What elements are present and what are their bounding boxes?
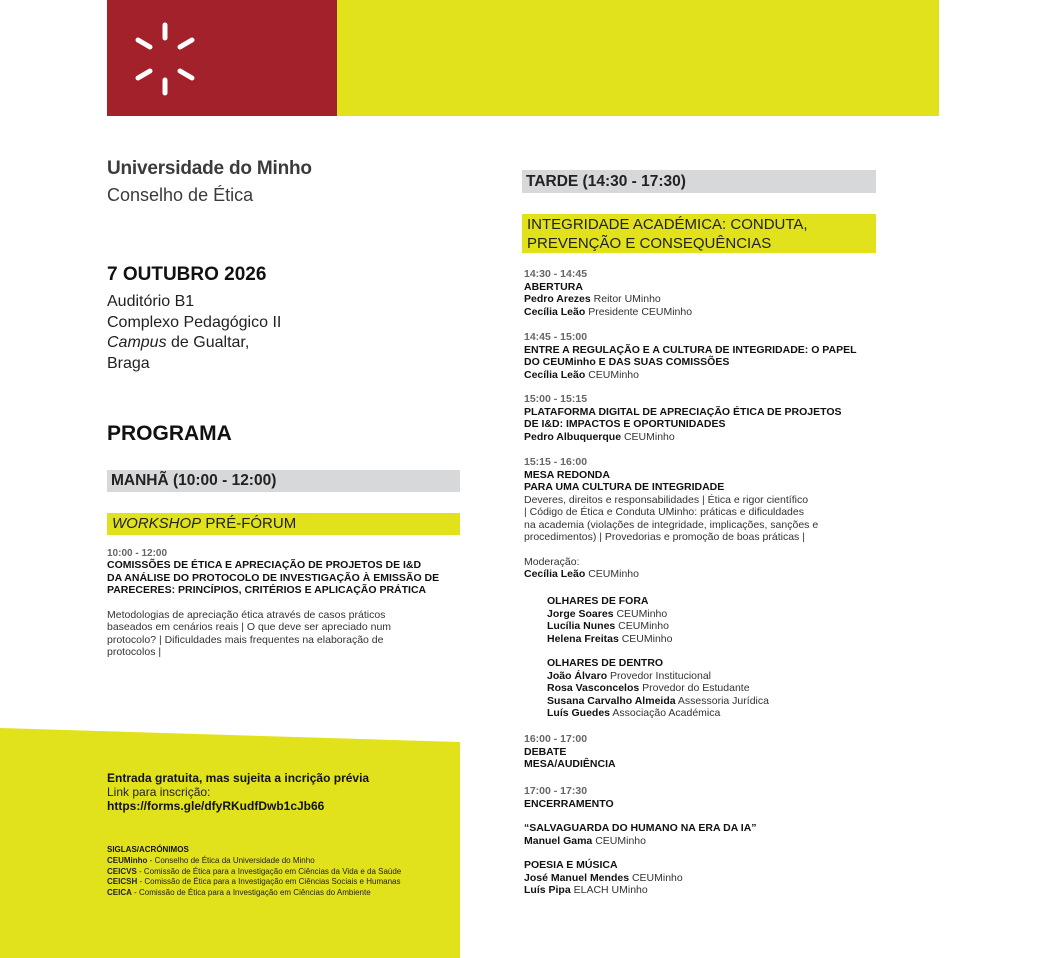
morning-session bbox=[107, 548, 439, 659]
speaker-role: CEUMinho bbox=[615, 620, 669, 632]
institution-subtitle: Conselho de Ética bbox=[107, 185, 254, 205]
morning-desc-line: baseados em cenários reais | O que deve ser apreciado num bbox=[107, 621, 392, 633]
session-title: DO CEUMinho E DAS SUAS COMISSÕES bbox=[524, 356, 730, 368]
speaker bbox=[524, 369, 857, 382]
venue-campus-rest: de Gualtar, bbox=[166, 334, 250, 351]
morning-time: 10:00 - 12:00 bbox=[107, 548, 168, 559]
panelist bbox=[547, 682, 769, 695]
registration-info bbox=[107, 771, 369, 813]
uminho-logo-icon bbox=[107, 0, 337, 116]
acronym-abbr: CEICA bbox=[107, 887, 132, 897]
speaker-role: CEUMinho bbox=[592, 834, 646, 847]
panel-title: OLHARES DE FORA bbox=[547, 595, 649, 607]
speaker-role: CEUMinho bbox=[618, 632, 673, 645]
registration-panel bbox=[0, 728, 460, 958]
session-closing bbox=[524, 785, 757, 897]
session-title: MESA/AUDIÊNCIA bbox=[524, 758, 616, 770]
acronyms-block bbox=[107, 845, 401, 898]
closing-quote: “SALVAGUARDA DO HUMANO NA ERA DA IA” bbox=[524, 822, 757, 834]
session-desc-line: Deveres, direitos e responsabilidades | Ética e rigor científico bbox=[524, 493, 809, 506]
acronym-item bbox=[107, 888, 401, 899]
afternoon-theme-header bbox=[522, 214, 876, 253]
speaker-name: Lucília Nunes bbox=[547, 620, 616, 632]
acronym-desc: - Comissão de Ética para a Investigação em Ciências da Vida e da Saúde bbox=[136, 866, 402, 876]
panel-outside bbox=[547, 595, 672, 645]
panelist bbox=[547, 670, 769, 683]
session-time: 15:15 - 16:00 bbox=[524, 456, 588, 468]
speaker-name: Helena Freitas bbox=[547, 632, 619, 645]
acronym-item bbox=[107, 867, 401, 878]
performer bbox=[524, 872, 757, 885]
speaker-name: Manuel Gama bbox=[524, 834, 593, 847]
morning-title bbox=[107, 559, 439, 597]
session-title: ENTRE A REGULAÇÃO E A CULTURA DE INTEGRIDADE: O PAPEL bbox=[524, 343, 857, 356]
session-title: ABERTURA bbox=[524, 280, 583, 293]
venue-line-4: Braga bbox=[107, 354, 150, 372]
speaker-name: Pedro Arezes bbox=[524, 293, 591, 305]
morning-desc-line: protocolo? | Dificuldades mais frequentes na elaboração de bbox=[107, 633, 384, 646]
speaker-name: Luís Guedes bbox=[547, 707, 611, 719]
speaker-role: CEUMinho bbox=[585, 568, 639, 580]
workshop-header bbox=[107, 513, 460, 535]
session-title: ENCERRAMENTO bbox=[524, 797, 614, 810]
session-title: MESA REDONDA bbox=[524, 468, 610, 481]
event-venue bbox=[107, 292, 281, 374]
institution-name: Universidade do Minho bbox=[107, 158, 312, 179]
morning-section-header: MANHÃ (10:00 - 12:00) bbox=[107, 470, 460, 492]
acronym-item bbox=[107, 856, 401, 867]
speaker-role: Assessoria Jurídica bbox=[675, 694, 769, 707]
speaker-name: João Álvaro bbox=[547, 669, 608, 682]
session-title: DE I&D: IMPACTOS E OPORTUNIDADES bbox=[524, 418, 726, 430]
speaker-role: Provedor do Estudante bbox=[639, 682, 750, 694]
acronym-desc: - Comissão de Ética para a Investigação em Ciências Sociais e Humanas bbox=[137, 877, 401, 886]
acronyms-title: SIGLAS/ACRÓNIMOS bbox=[107, 845, 189, 854]
speaker-role: ELACH UMinho bbox=[570, 884, 648, 896]
speaker-role: CEUMinho bbox=[585, 368, 639, 381]
moderation-label: Moderação: bbox=[524, 555, 580, 568]
panelist bbox=[547, 620, 672, 633]
panelist bbox=[547, 695, 769, 708]
session-title: DEBATE bbox=[524, 745, 567, 758]
session-time: 16:00 - 17:00 bbox=[524, 733, 588, 745]
venue-line-2: Complexo Pedagógico II bbox=[107, 313, 282, 331]
poetry-title: POESIA E MÚSICA bbox=[524, 859, 618, 871]
acronym-item bbox=[107, 877, 401, 888]
speaker-role: CEUMinho bbox=[621, 430, 675, 443]
speaker-role: CEUMinho bbox=[613, 607, 668, 620]
speaker-name: Jorge Soares bbox=[547, 607, 614, 620]
moderator bbox=[524, 568, 818, 581]
speaker-role: Reitor UMinho bbox=[590, 293, 661, 305]
session-desc-line: na academia (violações de integridade, implicações, sanções e bbox=[524, 518, 819, 531]
afternoon-section-header: TARDE (14:30 - 17:30) bbox=[522, 170, 876, 193]
header-yellow-band bbox=[337, 0, 939, 116]
morning-title-line: COMISSÕES DE ÉTICA E APRECIAÇÃO DE PROJETOS DE I&D bbox=[107, 559, 422, 571]
session-time: 14:30 - 14:45 bbox=[524, 268, 588, 280]
speaker-name: Rosa Vasconcelos bbox=[547, 682, 640, 694]
speaker bbox=[524, 306, 692, 319]
acronym-desc: - Comissão de Ética para a Investigação em Ciências do Ambiente bbox=[131, 887, 371, 897]
event-date: 7 OUTUBRO 2026 bbox=[107, 264, 267, 285]
speaker-name: Cecília Leão bbox=[524, 568, 586, 580]
acronym-desc: - Conselho de Ética da Universidade do Minho bbox=[147, 856, 315, 865]
session-time: 15:00 - 15:15 bbox=[524, 393, 588, 405]
panel-inside bbox=[547, 657, 769, 720]
session-regulation bbox=[524, 331, 857, 381]
session-time: 14:45 - 15:00 bbox=[524, 331, 588, 343]
registration-link-label: Link para inscrição: bbox=[107, 785, 211, 799]
workshop-italic: WORKSHOP bbox=[112, 515, 202, 532]
speaker-role: Associação Académica bbox=[610, 707, 721, 719]
session-platform bbox=[524, 393, 842, 443]
session-desc-line: | Código de Ética e Conduta UMinho: práticas e dificuldades bbox=[524, 506, 804, 518]
morning-desc-line: protocolos | bbox=[107, 646, 162, 658]
acronym-abbr: CEICSH bbox=[107, 877, 138, 886]
theme-line-1: INTEGRIDADE ACADÉMICA: CONDUTA, bbox=[527, 216, 808, 233]
speaker-role: Provedor Institucional bbox=[607, 669, 711, 682]
speaker-name: Luís Pipa bbox=[524, 884, 571, 896]
programa-title: PROGRAMA bbox=[107, 422, 232, 445]
session-debate bbox=[524, 733, 616, 771]
panel-title: OLHARES DE DENTRO bbox=[547, 657, 664, 669]
session-opening bbox=[524, 268, 692, 318]
speaker-name: Cecília Leão bbox=[524, 368, 586, 381]
venue-line-3 bbox=[107, 333, 281, 354]
morning-title-line: PARECERES: PRINCÍPIOS, CRITÉRIOS E APLICAÇÃO PRÁTICA bbox=[107, 584, 427, 596]
morning-title-line: DA ANÁLISE DO PROTOCOLO DE INVESTIGAÇÃO À EMISSÃO DE bbox=[107, 571, 440, 584]
workshop-rest: PRÉ-FÓRUM bbox=[201, 515, 297, 532]
acronym-abbr: CEICVS bbox=[107, 866, 137, 876]
session-desc-line: procedimentos) | Provedorias e promoção de boas práticas | bbox=[524, 531, 805, 543]
session-title: PLATAFORMA DIGITAL DE APRECIAÇÃO ÉTICA DE PROJETOS bbox=[524, 405, 842, 418]
speaker bbox=[524, 835, 757, 848]
speaker-name: José Manuel Mendes bbox=[524, 871, 630, 884]
acronym-abbr: CEUMinho bbox=[107, 856, 148, 865]
session-title: PARA UMA CULTURA DE INTEGRIDADE bbox=[524, 481, 725, 493]
session-time: 17:00 - 17:30 bbox=[524, 785, 588, 797]
session-round-table bbox=[524, 456, 818, 581]
speaker bbox=[524, 293, 692, 306]
speaker-name: Susana Carvalho Almeida bbox=[547, 694, 676, 707]
logo-panel bbox=[107, 0, 337, 116]
speaker-name: Cecília Leão bbox=[524, 305, 586, 318]
panelist bbox=[547, 633, 672, 646]
panelist bbox=[547, 707, 769, 720]
panelist bbox=[547, 608, 672, 621]
speaker-name: Pedro Albuquerque bbox=[524, 430, 622, 443]
morning-desc-line: Metodologias de apreciação ética através de casos práticos bbox=[107, 608, 386, 621]
morning-description bbox=[107, 609, 439, 659]
speaker bbox=[524, 431, 842, 444]
venue-line-1: Auditório B1 bbox=[107, 293, 195, 310]
theme-line-2: PREVENÇÃO E CONSEQUÊNCIAS bbox=[527, 235, 772, 252]
performer bbox=[524, 884, 757, 897]
registration-link[interactable]: https://forms.gle/dfyRKudfDwb1cJb66 bbox=[107, 799, 325, 813]
speaker-role: CEUMinho bbox=[629, 871, 683, 884]
registration-note: Entrada gratuita, mas sujeita a incrição prévia bbox=[107, 771, 370, 785]
venue-campus: Campus bbox=[107, 334, 167, 351]
speaker-role: Presidente CEUMinho bbox=[585, 305, 693, 318]
